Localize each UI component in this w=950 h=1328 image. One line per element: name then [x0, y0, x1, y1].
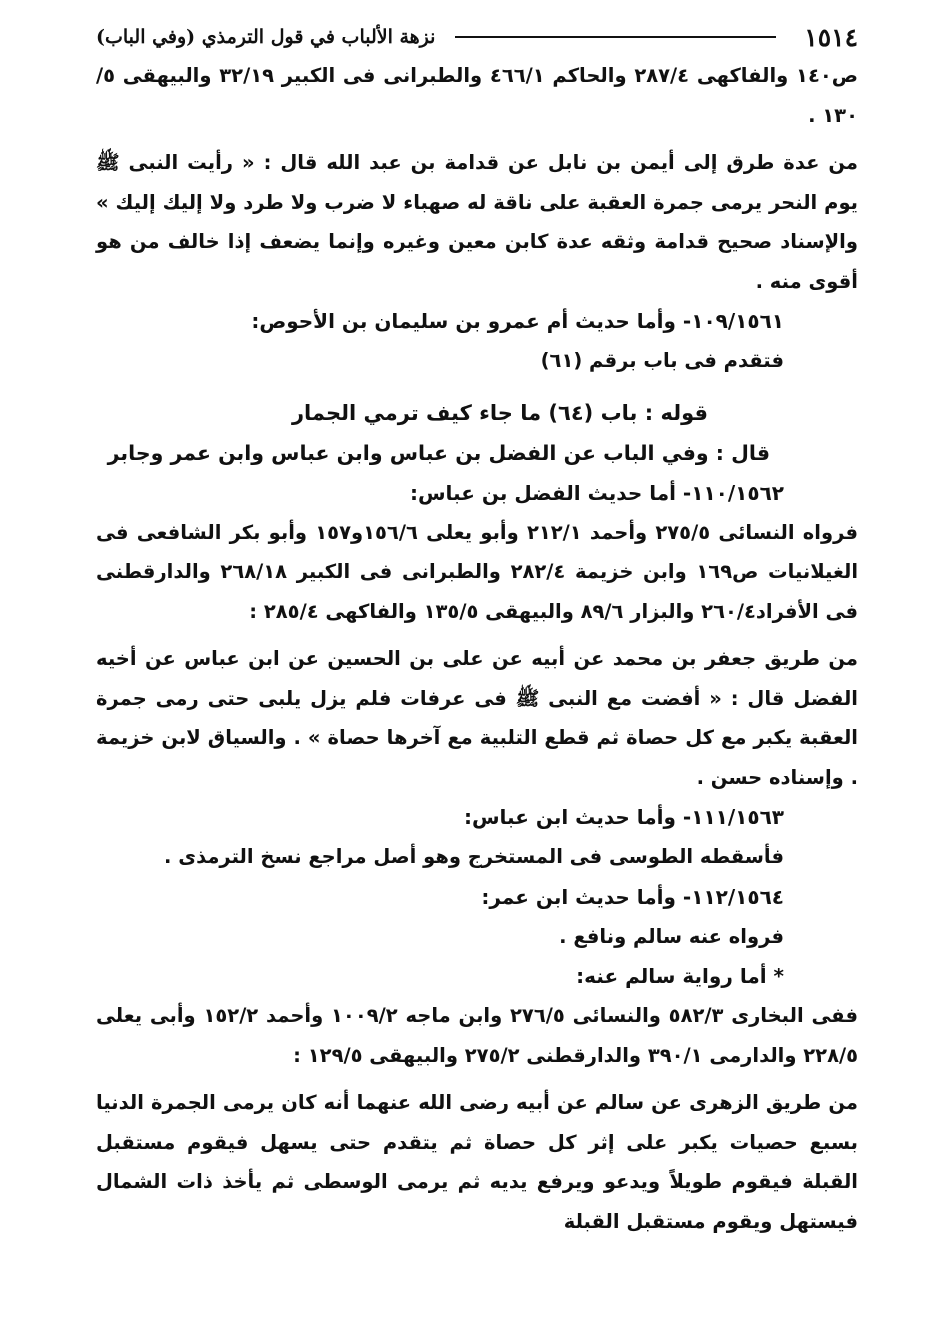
cross-reference: فتقدم فى باب برقم (٦١) [540, 349, 784, 372]
citation-paragraph: فرواه النسائى ٢٧٥/٥ وأحمد ٢١٢/١ وأبو يعلى ١٥٦/٦و١٥٧ وأبو بكر الشافعى فى الغيلانيات ص١٦٩ وابن خزيمة ٢٨٢/٤ والطبرانى فى الكبير ٢٦٨/١٨ والدارقطنى فى الأفراد٢٦٠/٤ والبزار ٨٩/٦ والبيهقى ١٣٥/٥ والفاكهى ٢٨٥/٤ : [96, 520, 859, 623]
note-paragraph: فرواه عنه سالم ونافع . [559, 924, 784, 948]
hadith-heading: ١١٢/١٥٦٤- وأما حديث ابن عمر: [481, 884, 784, 909]
narration-paragraph: من طريق الزهرى عن سالم عن أبيه رضى الله عنهما أنه كان يرمى الجمرة الدنيا بسبع حصيات يكبر على إثر كل حصاة ثم يتقدم حتى يسهل فيقوم مستقبل القبلة فيقوم طويلاً ويدعو ويرفع يديه ثم يرمى الوسطى ثم يأخذ ذات الشمال فيستهل ويقوم مستقبل القبلة [96, 1091, 858, 1233]
sub-heading: * أما رواية سالم عنه: [576, 964, 784, 988]
chapter-heading: قوله : باب (٦٤) ما جاء كيف ترمي الجمار [291, 400, 708, 425]
citation-paragraph: ص١٤٠ والفاكهى ٢٨٧/٤ والحاكم ٤٦٦/١ والطبرانى فى الكبير ٣٢/١٩ والبيهقى ٥/ ١٣٠ . [96, 64, 858, 127]
header-rule [455, 36, 776, 38]
running-header [96, 18, 858, 56]
hadith-heading: ١١٠/١٥٦٢- أما حديث الفضل بن عباس: [409, 480, 784, 505]
chapter-statement: قال : وفي الباب عن الفضل بن عباس وابن عباس وابن عمر وجابر [107, 440, 770, 465]
page-number: ١٥١٤ [804, 22, 858, 52]
note-paragraph: فأسقطه الطوسى فى المستخرج وهو أصل مراجع نسخ الترمذى . [164, 845, 784, 868]
hadith-heading: ١٠٩/١٥٦١- وأما حديث أم عمرو بن سليمان بن الأحوص: [251, 309, 784, 333]
narration-paragraph: من عدة طرق إلى أيمن بن نابل عن قدامة بن عبد الله قال : « رأيت النبى ﷺ يوم النحر يرمى جمرة العقبة على ناقة له صهباء لا ضرب ولا طرد ولا إليك إليك » والإسناد صحيح قدامة وثقه عدة كابن معين وغيره وإنما يضعف إذا خالف من هو أقوى منه . [96, 151, 858, 293]
narration-paragraph: من طريق جعفر بن محمد عن أبيه عن على بن الحسين عن ابن عباس عن أخيه الفضل قال : « أفضت مع النبى ﷺ فى عرفات فلم يزل يلبى حتى رمى جمرة العقبة يكبر مع كل حصاة ثم قطع التلبية مع آخرها حصاة » . والسياق لابن خزيمة . وإسناده حسن . [96, 647, 858, 789]
hadith-heading: ١١١/١٥٦٣- وأما حديث ابن عباس: [463, 805, 784, 829]
citation-paragraph: ففى البخارى ٥٨٢/٣ والنسائى ٢٧٦/٥ وابن ماجه ١٠٠٩/٢ وأحمد ١٥٢/٢ وأبى يعلى ٢٢٨/٥ والدارمى ٣٩٠/١ والدارقطنى ٢٧٥/٢ والبيهقى ١٢٩/٥ : [96, 1004, 858, 1067]
running-title: نزهة الألباب في قول الترمذي (وفي الباب) [96, 26, 436, 48]
